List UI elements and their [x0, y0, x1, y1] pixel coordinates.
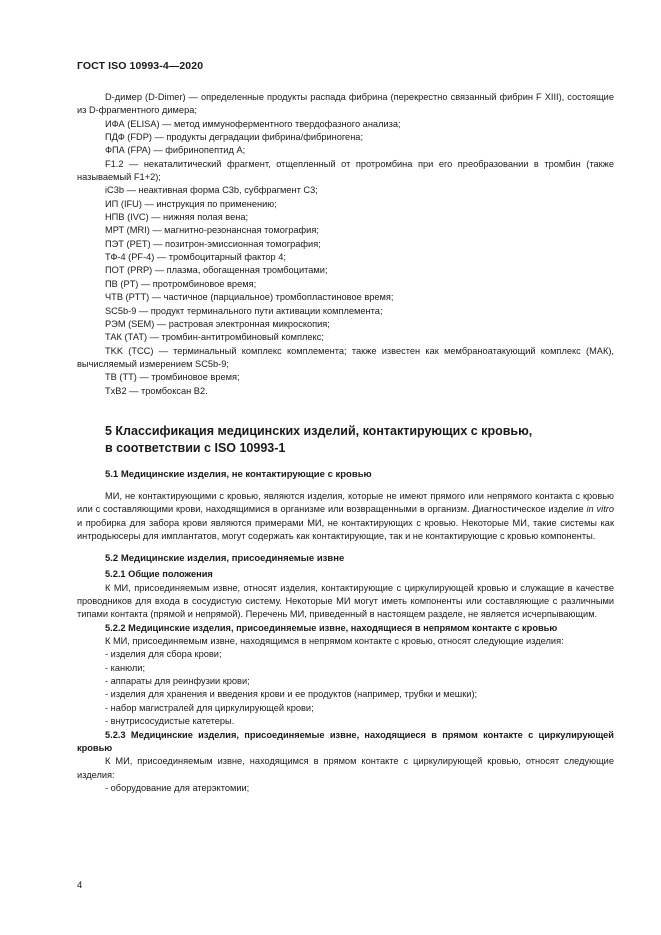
abbreviation-entry: ЧТВ (PTT) — частичное (парциальное) тромбопластиновое время; — [105, 292, 394, 303]
abbreviation-entry: ПДФ (FDP) — продукты деградации фибрина/фибриногена; — [105, 132, 364, 143]
abbreviation-entry: ИФА (ELISA) — метод иммуноферментного твердофазного анализа; — [105, 118, 401, 129]
s51-text-part-a: МИ, не контактирующими с кровью, являются изделия, которые не имеют прямого или непрямого контакта с кровью или с составляющими крови, находящимися в организме или возвращенными в организм. Диагностическое изделие — [77, 491, 614, 515]
abbreviation-entry: ТВ (TT) — тромбиновое время; — [105, 372, 240, 383]
list-item: - аппараты для реинфузии крови; — [77, 675, 614, 688]
abbreviations-list — [77, 91, 614, 398]
s51-text-part-b: и пробирка для забора крови являются примерами МИ, не контактирующих с кровью. Некоторые МИ, такие системы как интродьюсеры для имплантатов, могут содержать как контактирующие, так и не контактирующие с кровью компоненты. — [77, 517, 614, 542]
section-5-title — [105, 423, 614, 457]
abbreviation-entry: SC5b-9 — продукт терминального пути активации комплемента; — [105, 305, 383, 316]
s51-text-italic: in vitro — [586, 504, 614, 515]
list-item: - набор магистралей для циркулирующей крови; — [77, 702, 614, 715]
document-header: ГОСТ ISO 10993-4—2020 — [77, 60, 204, 72]
abbreviation-entry: ПВ (PT) — протромбиновое время; — [105, 278, 257, 289]
abbreviation-entry: МРТ (MRI) — магнитно-резонансная томография; — [105, 225, 319, 236]
subsection-5-2-3-title: 5.2.3 Медицинские изделия, присоединяемые извне, находящиеся в прямом контакте с циркулирующей кровью — [77, 729, 614, 753]
section-5-title-line-2: в соответствии с ISO 10993-1 — [105, 441, 286, 455]
subsection-5-2-3-intro: К МИ, присоединяемым извне, находящимся в прямом контакте с циркулирующей кровью, относят следующие изделия: — [77, 756, 614, 780]
abbreviation-entry: iC3b — неактивная форма C3b, субфрагмент C3; — [105, 185, 318, 196]
abbreviation-entry: ТАК (ТАТ) — тромбин-антитромбиновый комплекс; — [105, 332, 324, 343]
subsection-5-2-2-intro: К МИ, присоединяемым извне, находящимся в непрямом контакте с кровью, относят следующие изделия: — [105, 636, 564, 647]
abbreviation-entry: ТФ-4 (PF-4) — тромбоцитарный фактор 4; — [105, 252, 286, 263]
indirect-contact-devices-list — [77, 648, 614, 728]
abbreviation-entry: НПВ (IVC) — нижняя полая вена; — [105, 212, 249, 223]
list-item: - внутрисосудистые катетеры. — [77, 715, 614, 728]
list-item: - оборудование для атерэктомии; — [77, 782, 614, 795]
list-item: - изделия для хранения и введения крови и ее продуктов (например, трубки и мешки); — [77, 688, 614, 701]
section-5-title-line-1: 5 Классификация медицинских изделий, контактирующих с кровью, — [105, 424, 533, 438]
subsection-5-1-title: 5.1 Медицинские изделия, не контактирующие с кровью — [105, 469, 372, 480]
subsection-5-2-2-title: 5.2.2 Медицинские изделия, присоединяемые извне, находящиеся в непрямом контакте с кровью — [105, 622, 558, 633]
section-5 — [77, 423, 614, 795]
subsection-5-1-text — [77, 490, 614, 543]
abbreviation-entry: ИП (IFU) — инструкция по применению; — [105, 198, 277, 209]
list-item: - канюли; — [77, 662, 614, 675]
abbreviation-entry: TKK (TCC) — терминальный комплекс комплемента; также известен как мембраноатакующий комплекс (МАК), вычисляемый измерением SC5b-9; — [77, 345, 614, 369]
subsection-5-2-1-text: К МИ, присоединяемым извне, относят изделия, контактирующие с циркулирующей кровью и служащие в качестве проводников для входа в сосудистую систему. Некоторые МИ могут иметь компоненты или составляющие с различными типами контакта (прямой и непрямой). Перечень МИ, приведенный в настоящем разделе, не является исчерпывающим. — [77, 582, 614, 620]
subsection-5-2-1-title: 5.2.1 Общие положения — [105, 569, 213, 580]
subsection-5-2-title: 5.2 Медицинские изделия, присоединяемые извне — [105, 553, 345, 565]
abbreviation-entry: ФПА (FPA) — фибринопептид А; — [105, 145, 246, 156]
abbreviation-entry: ПОТ (PRP) — плазма, обогащенная тромбоцитами; — [105, 265, 328, 276]
abbreviation-entry: TxB2 — тромбоксан B2. — [105, 385, 208, 396]
list-item: - изделия для сбора крови; — [77, 648, 614, 661]
direct-contact-devices-list — [77, 782, 614, 795]
page-number: 4 — [77, 880, 83, 891]
abbreviation-entry: F1.2 — некаталитический фрагмент, отщепленный от протромбина при его преобразовании в тромбин (также называемый F1+2); — [77, 158, 614, 183]
abbreviation-entry: D-димер (D-Dimer) — определенные продукты распада фибрина (перекрестно связанный фибрин F XIII), состоящие из D-фрагментного димера; — [77, 92, 614, 116]
abbreviation-entry: ПЭТ (PET) — позитрон-эмиссионная томография; — [105, 238, 321, 249]
abbreviation-entry: РЭМ (SEM) — растровая электронная микроскопия; — [105, 318, 330, 329]
